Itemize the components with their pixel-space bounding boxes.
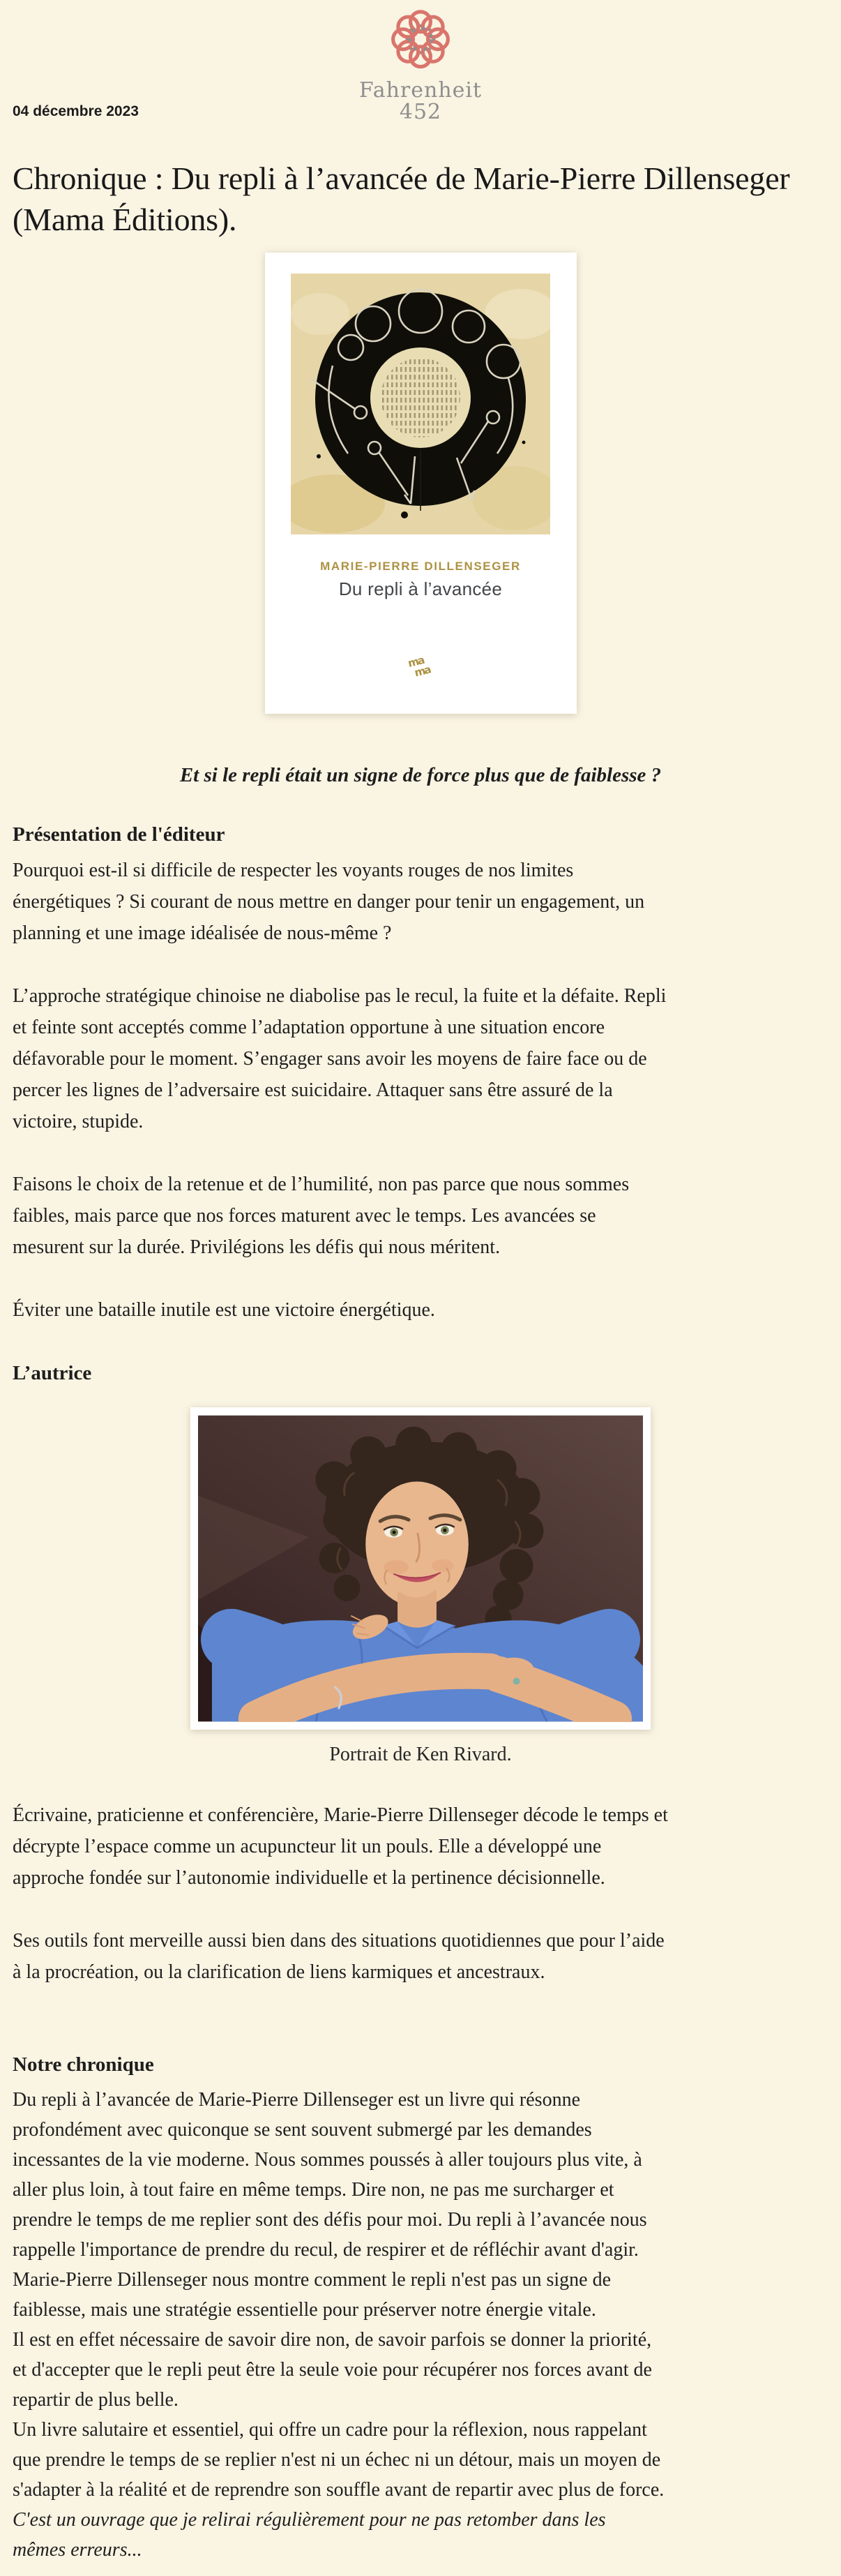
logo-text-line2: 452: [399, 100, 442, 124]
cover-author-name: MARIE-PIERRE DILLENSEGER: [320, 560, 521, 573]
cover-book-title: Du repli à l’avancée: [338, 578, 503, 599]
logo-text-line1: Fahrenheit: [358, 78, 483, 103]
site-header: [0, 0, 841, 131]
mama-editions-logo-icon: [406, 652, 435, 681]
site-logo[interactable]: [359, 7, 482, 123]
editor-heading: Présentation de l'éditeur: [13, 823, 225, 846]
portrait-caption: Portrait de Ken Rivard.: [329, 1744, 512, 1765]
review-conclusion-italic: C'est un ouvrage que je relirai régulièrement pour ne pas retomber dans les mêmes erreurs...: [13, 2509, 606, 2561]
book-cover-card: [265, 253, 577, 714]
paragraph: Éviter une bataille inutile est une victoire énergétique.: [13, 1299, 435, 1321]
svg-text:ma: ma: [413, 663, 432, 680]
article-body: [0, 764, 841, 2565]
paragraph: L’approche stratégique chinoise ne diabolise pas le recul, la fuite et la défaite. Repli et feinte sont acceptés comme l’adaptation opportune à une situation encore défavorable pour le moment. S’engager sans avoir les moyens de faire face ou de percer les lignes de l’adversaire est suicidaire. Attaquer sans être assuré de la victoire, stupide.: [13, 985, 667, 1132]
page-title: Chronique : Du repli à l’avancée de Marie-Pierre Dillenseger (Mama Éditions).: [13, 160, 790, 237]
section-review: [13, 2053, 828, 2565]
tagline: Et si le repli était un signe de force plus que de faiblesse ?: [179, 764, 662, 786]
author-portrait-card: [190, 1407, 651, 1730]
section-author: [13, 1362, 828, 1988]
review-text: Du repli à l’avancée de Marie-Pierre Dillenseger est un livre qui résonne profondément avec quiconque se sent souvent submergé par les demandes incessantes de la vie moderne. Nous sommes poussés à aller toujours plus vite, à aller plus loin, à tout faire en même temps. Dire non, ne pas me surcharger et prendre le temps de me replier sont des défis pour moi. Du repli à l’avancée nous rappelle l'importance de prendre du recul, de respirer et de réfléchir avant d'agir. Marie-Pierre Dillenseger nous montre comment le repli n'est pas un signe de faiblesse, mais une stratégie essentielle pour préserver notre énergie vitale. Il est en effet nécessaire de savoir dire non, de savoir parfois se donner la priorité, et d'accepter que le repli peut être la seule voie pour récupérer nos forces avant de repartir de plus belle. Un livre salutaire et essentiel, qui offre un cadre pour la réflexion, nous rappelant que prendre le temps de se replier n'est ni un échec ni un détour, mais un moyen de s'adapter à la réalité et de reprendre son souffle avant de repartir avec plus de force.: [13, 2089, 665, 2501]
paragraph: Pourquoi est-il si difficile de respecter les voyants rouges de nos limites énergétiques ? Si courant de nous mettre en danger pour tenir un engagement, un planning et une image idéalisée de nous-même ?: [13, 860, 645, 944]
author-heading: L’autrice: [13, 1362, 92, 1384]
paragraph: Faisons le choix de la retenue et de l’humilité, non pas parce que nous sommes faibles, mais parce que nos forces maturent avec le temps. Les avancées se mesurent sur la durée. Privilégions les défis qui nous méritent.: [13, 1174, 630, 1258]
book-cover-art: [291, 274, 550, 534]
paragraph: Ses outils font merveille aussi bien dans des situations quotidiennes que pour l’aide à la procréation, ou la clarification de liens karmiques et ancestraux.: [13, 1930, 665, 1983]
svg-text:ma: ma: [407, 654, 425, 671]
post-date: 04 décembre 2023: [13, 103, 139, 119]
section-editor: [13, 823, 828, 1326]
knot-rosette-icon: [387, 7, 454, 80]
paragraph: Écrivaine, praticienne et conférencière, Marie-Pierre Dillenseger décode le temps et décrypte l’espace comme un acupuncteur lit un pouls. Elle a développé une approche fondée sur l’autonomie individuelle et la pertinence décisionnelle.: [13, 1804, 668, 1889]
author-portrait-photo: [198, 1415, 643, 1722]
review-heading: Notre chronique: [13, 2053, 154, 2076]
